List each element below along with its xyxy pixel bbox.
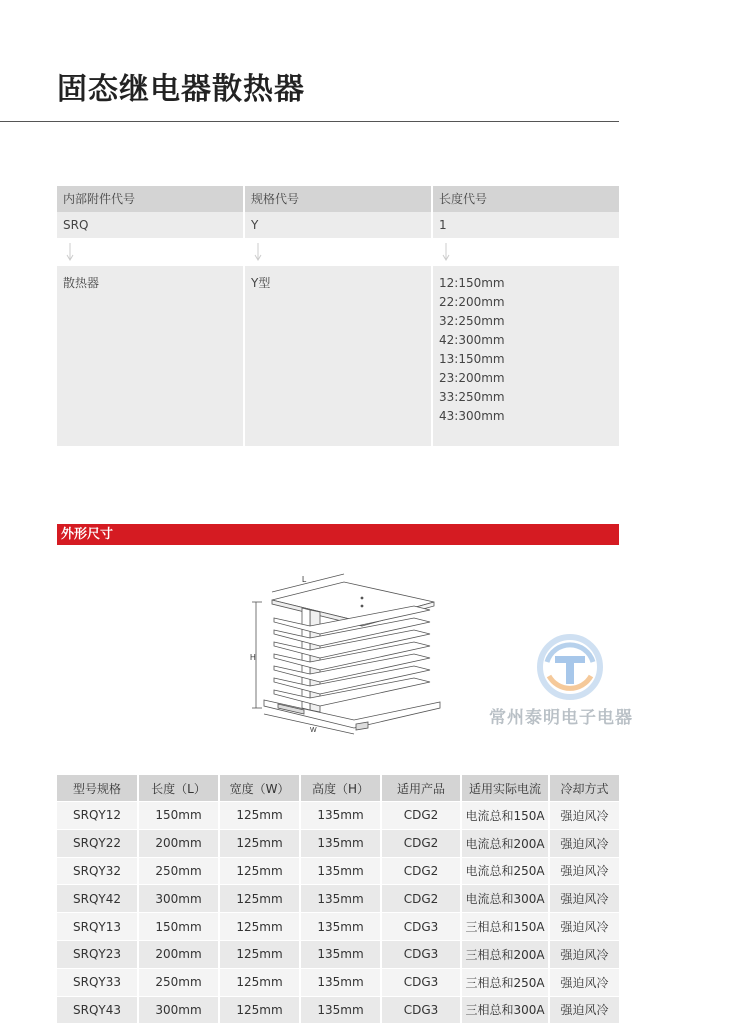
table-cell: 电流总和150A <box>461 802 549 830</box>
table-cell: 135mm <box>300 996 381 1023</box>
section-title: 外形尺寸 <box>57 524 619 545</box>
arrow-down-icon <box>66 243 74 261</box>
table-cell: SRQY43 <box>57 996 138 1023</box>
table-cell: CDG2 <box>381 802 461 830</box>
dim-height-label: H <box>250 653 256 662</box>
table-cell: 强迫风冷 <box>549 913 619 941</box>
table-cell: 150mm <box>138 913 219 941</box>
length-list <box>431 266 619 446</box>
code-table <box>57 186 619 446</box>
table-cell: SRQY22 <box>57 829 138 857</box>
table-cell: 135mm <box>300 913 381 941</box>
table-cell: 三相总和200A <box>461 940 549 968</box>
header-accessory-code: 内部附件代号 <box>57 186 243 212</box>
table-row <box>57 857 619 885</box>
spec-body <box>57 802 619 1023</box>
table-cell: SRQY42 <box>57 885 138 913</box>
table-cell: 200mm <box>138 829 219 857</box>
table-cell: 125mm <box>219 885 300 913</box>
table-cell: 三相总和300A <box>461 996 549 1023</box>
code-length: 1 <box>431 212 619 238</box>
length-item: 12:150mm <box>439 274 619 293</box>
table-cell: 强迫风冷 <box>549 857 619 885</box>
table-cell: SRQY12 <box>57 802 138 830</box>
arrow-down-icon <box>442 243 450 261</box>
arrow-row <box>57 238 619 266</box>
table-cell: 强迫风冷 <box>549 802 619 830</box>
table-cell: 135mm <box>300 940 381 968</box>
length-item: 13:150mm <box>439 350 619 369</box>
table-cell: CDG2 <box>381 829 461 857</box>
table-cell: 135mm <box>300 802 381 830</box>
table-cell: 250mm <box>138 968 219 996</box>
table-cell: 125mm <box>219 829 300 857</box>
table-cell: SRQY23 <box>57 940 138 968</box>
page-title: 固态继电器散热器 <box>57 64 305 108</box>
code-accessory: SRQ <box>57 212 243 238</box>
col-width: 宽度（W） <box>219 775 300 802</box>
length-item: 32:250mm <box>439 312 619 331</box>
table-cell: 150mm <box>138 802 219 830</box>
value-row <box>57 266 619 446</box>
table-row <box>57 913 619 941</box>
dim-length-label: L <box>302 575 307 584</box>
col-product: 适用产品 <box>381 775 461 802</box>
table-row <box>57 829 619 857</box>
table-cell: 135mm <box>300 968 381 996</box>
value-accessory: 散热器 <box>57 266 243 446</box>
code-spec: Y <box>243 212 431 238</box>
table-cell: CDG3 <box>381 968 461 996</box>
table-cell: 电流总和300A <box>461 885 549 913</box>
col-cooling: 冷却方式 <box>549 775 619 802</box>
table-row <box>57 968 619 996</box>
arrow-down-icon <box>254 243 262 261</box>
col-length: 长度（L） <box>138 775 219 802</box>
col-model: 型号规格 <box>57 775 138 802</box>
length-item: 42:300mm <box>439 331 619 350</box>
length-item: 43:300mm <box>439 407 619 426</box>
table-cell: 135mm <box>300 829 381 857</box>
table-cell: SRQY33 <box>57 968 138 996</box>
table-cell: 强迫风冷 <box>549 940 619 968</box>
watermark-text: 常州泰明电子电器 <box>489 703 633 728</box>
col-current: 适用实际电流 <box>461 775 549 802</box>
table-cell: 125mm <box>219 968 300 996</box>
table-row <box>57 940 619 968</box>
table-cell: 125mm <box>219 996 300 1023</box>
table-cell: 135mm <box>300 857 381 885</box>
table-row <box>57 885 619 913</box>
table-cell: 200mm <box>138 940 219 968</box>
spec-header-row <box>57 775 619 802</box>
table-cell: SRQY32 <box>57 857 138 885</box>
table-cell: CDG2 <box>381 857 461 885</box>
length-item: 22:200mm <box>439 293 619 312</box>
table-cell: 125mm <box>219 857 300 885</box>
table-cell: 强迫风冷 <box>549 829 619 857</box>
table-cell: CDG3 <box>381 996 461 1023</box>
company-logo-icon <box>535 632 605 702</box>
table-cell: 三相总和250A <box>461 968 549 996</box>
length-item: 23:200mm <box>439 369 619 388</box>
table-cell: 125mm <box>219 940 300 968</box>
table-cell: 强迫风冷 <box>549 996 619 1023</box>
table-cell: 电流总和250A <box>461 857 549 885</box>
table-cell: 300mm <box>138 996 219 1023</box>
table-cell: CDG3 <box>381 940 461 968</box>
spec-table <box>57 775 619 1023</box>
table-cell: 125mm <box>219 802 300 830</box>
heatsink-drawing <box>244 562 444 737</box>
table-cell: 三相总和150A <box>461 913 549 941</box>
header-spec-code: 规格代号 <box>243 186 431 212</box>
code-table-header <box>57 186 619 212</box>
value-spec: Y型 <box>243 266 431 446</box>
table-cell: 强迫风冷 <box>549 968 619 996</box>
table-cell: CDG2 <box>381 885 461 913</box>
header-length-code: 长度代号 <box>431 186 619 212</box>
table-cell: CDG3 <box>381 913 461 941</box>
table-cell: 电流总和200A <box>461 829 549 857</box>
section-header <box>57 524 619 545</box>
table-cell: SRQY13 <box>57 913 138 941</box>
code-row <box>57 212 619 238</box>
table-cell: 125mm <box>219 913 300 941</box>
table-cell: 300mm <box>138 885 219 913</box>
table-cell: 250mm <box>138 857 219 885</box>
table-cell: 强迫风冷 <box>549 885 619 913</box>
dim-width-label: W <box>310 727 317 734</box>
title-divider <box>0 121 619 122</box>
col-height: 高度（H） <box>300 775 381 802</box>
table-row <box>57 996 619 1023</box>
table-row <box>57 802 619 830</box>
table-cell: 135mm <box>300 885 381 913</box>
length-item: 33:250mm <box>439 388 619 407</box>
